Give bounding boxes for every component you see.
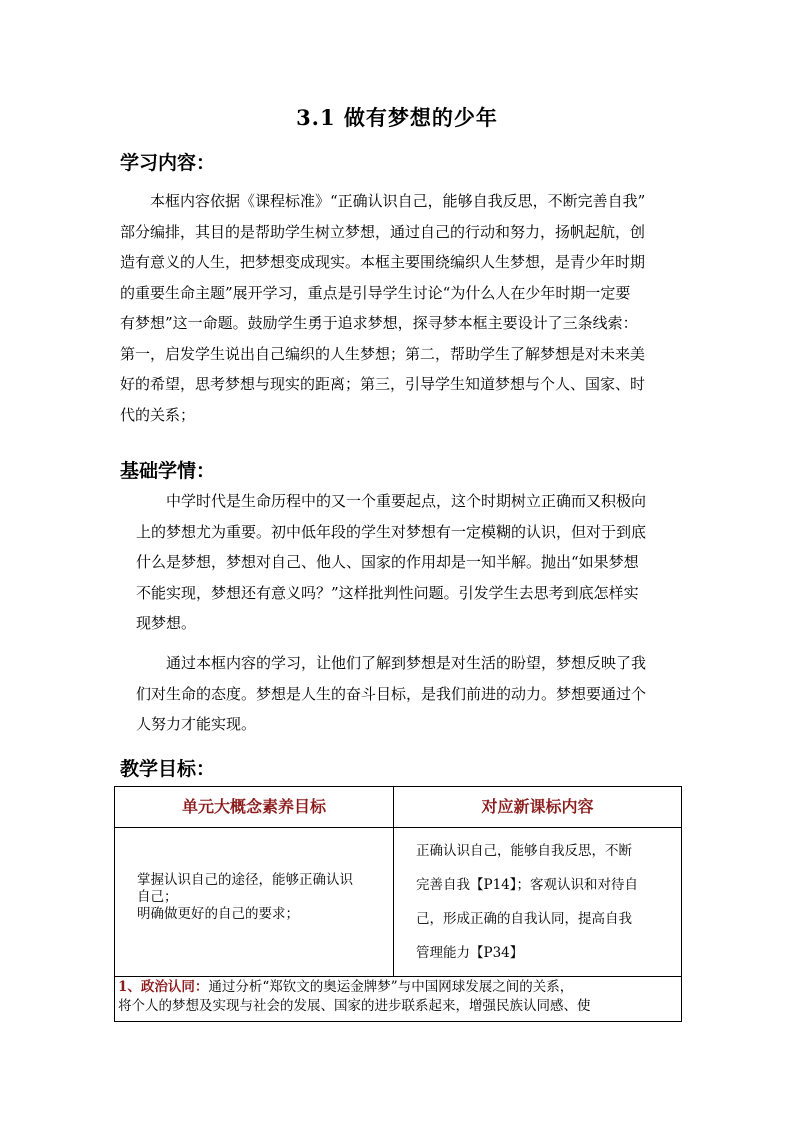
paragraph-line: 人努力才能实现。 <box>136 715 257 733</box>
learning-content-paragraph <box>120 186 645 430</box>
column-header-curriculum-content: 对应新课标内容 <box>394 787 682 828</box>
paragraph-line: 什么是梦想，梦想对自己、他人、国家的作用却是一知半解。抛出“如果梦想 <box>136 553 639 571</box>
cell-line: 己，形成正确的自我认同，提高自我 <box>416 911 632 927</box>
cell-line: 明确做更好的自己的要求； <box>137 906 299 922</box>
paragraph-line: 们对生命的态度。梦想是人生的奋斗目标，是我们前进的动力。梦想要通过个 <box>136 684 647 703</box>
paragraph-line: 部分编排，其目的是帮助学生树立梦想，通过自己的行动和努力，扬帆起航，创 <box>120 222 646 241</box>
political-identity-cell <box>115 977 682 1022</box>
paragraph-line: 造有意义的人生，把梦想变成现实。本框主要围绕编织人生梦想，是青少年时期 <box>120 253 646 271</box>
cell-line: 正确认识自己，能够自我反思，不断 <box>416 843 632 859</box>
section-heading-student-situation: 基础学情： <box>120 460 216 482</box>
page-title: 3.1 做有梦想的少年 <box>296 105 498 130</box>
student-situation-paragraph-1 <box>136 486 646 639</box>
paragraph-line: 不能实现，梦想还有意义吗？”这样批判性问题。引发学生去思考到底怎样实 <box>136 583 639 602</box>
section-heading-learning-content: 学习内容： <box>120 152 216 174</box>
paragraph-line: 通过本框内容的学习，让他们了解到梦想是对生活的盼望，梦想反映了我 <box>166 654 647 672</box>
section-heading-teaching-goals: 教学目标： <box>120 758 216 780</box>
paragraph-line: 上的梦想尤为重要。初中低年段的学生对梦想有一定模糊的认识，但对于到底 <box>136 522 647 541</box>
cell-line: 通过分析“郑钦文的奥运金牌梦”与中国网球发展之间的关系， <box>208 979 574 995</box>
paragraph-line: 现梦想。 <box>136 614 197 632</box>
paragraph-line: 好的希望，思考梦想与现实的距离；第三，引导学生知道梦想与个人、国家、时 <box>120 375 646 393</box>
paragraph-line: 第一，启发学生说出自己编织的人生梦想；第二，帮助学生了解梦想是对未来美 <box>120 344 646 363</box>
paragraph-line: 有梦想”这一命题。鼓励学生勇于追求梦想，探寻梦本框主要设计了三条线索： <box>120 314 638 332</box>
cell-line: 管理能力【P34】 <box>416 945 524 961</box>
paragraph-line: 本框内容依据《课程标准》“正确认识自己，能够自我反思，不断完善自我” <box>150 192 646 210</box>
paragraph-line: 中学时代是生命历程中的又一个重要起点，这个时期树立正确而又积极向 <box>166 492 647 510</box>
paragraph-line: 的重要生命主题”展开学习，重点是引导学生讨论“为什么人在少年时期一定要 <box>120 283 631 302</box>
cell-line: 掌握认识自己的途径，能够正确认识 <box>137 872 353 888</box>
political-identity-label: 1、政治认同： <box>118 979 209 995</box>
curriculum-content-cell <box>394 828 682 977</box>
student-situation-paragraph-2 <box>136 648 646 740</box>
cell-line: 将个人的梦想及实现与社会的发展、国家的进步联系起来，增强民族认同感、使 <box>118 998 591 1014</box>
teaching-goals-table <box>114 786 682 1022</box>
column-header-unit-goals: 单元大概念素养目标 <box>115 787 394 828</box>
unit-goals-cell <box>115 828 394 977</box>
cell-line: 自己； <box>137 889 178 905</box>
paragraph-line: 代的关系； <box>120 405 196 424</box>
cell-line: 完善自我【P14】；客观认识和对待自 <box>416 877 639 893</box>
